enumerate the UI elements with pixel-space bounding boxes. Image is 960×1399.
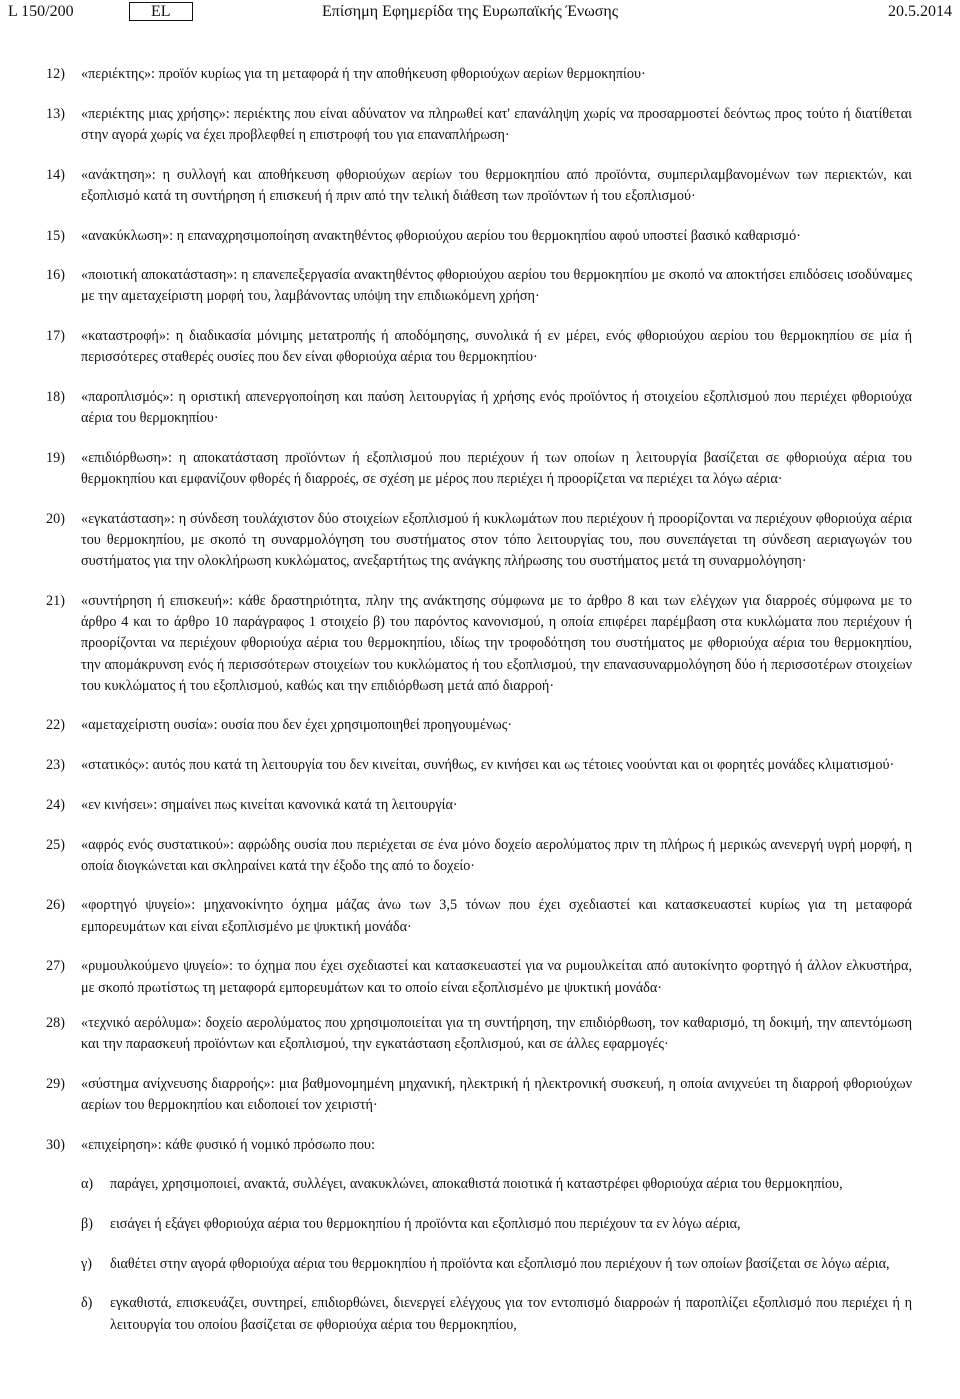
definition-item [0, 1013, 960, 1055]
language-badge: EL [129, 2, 193, 21]
item-number: 16) [46, 267, 65, 284]
item-text: «ποιοτική αποκατάσταση»: η επανεπεξεργασία ανακτηθέντος φθοριούχου αερίου του θερμοκηπίου με σκοπό να αποκτήσει επιδόσεις ισοδύναμες με την αμεταχείριστη μορφή του, λαμβάνοντας υπόψη την επιδιωκόμενη χρήση· [81, 267, 912, 305]
sub-item [0, 1254, 960, 1275]
page-header [0, 0, 960, 30]
definition-item [0, 591, 960, 697]
item-number: 17) [46, 328, 65, 345]
item-text: «ανακύκλωση»: η επαναχρησιμοποίηση ανακτηθέντος φθοριούχου αερίου του θερμοκηπίου αφού υποστεί βασικό καθαρισμό· [81, 227, 801, 244]
item-text: «συντήρηση ή επισκευή»: κάθε δραστηριότητα, πλην της ανάκτησης σύμφωνα με το άρθρο 8 και των ελέγχων για διαρροές σύμφωνα με το άρθρο 4 και το άρθρο 10 παράγραφος 1 στοιχείο β) του παρόντος κανονισμού, η οποία επιφέρει παρέμβαση στα κυκλώματα που περιέχουν ή προορίζονται να περιέχουν φθοριούχα αέρια του θερμοκηπίου, ιδίως την τροφοδότηση του συστήματος με φθοριούχα αέρια του θερμοκηπίου, την απομάκρυνση ενός ή περισσότερων στοιχείων του κυκλώματος ή του εξοπλισμού, την επανασυναρμολόγηση δύο ή περισσοτέρων στοιχείων του κυκλώματος ή του εξοπλισμού, καθώς και την επιδιόρθωση μετά από διαρροή· [81, 592, 912, 694]
item-text: «επιδιόρθωση»: η αποκατάσταση προϊόντων ή εξοπλισμού που περιέχουν ή των οποίων η λειτουργία βασίζεται σε φθοριούχα αέρια του θερμοκηπίου και εμφανίζουν φθορές ή διαρροές, σε σχέση με μέρος που περιέχει ή προορίζεται να περιέχει τα λόγω αέρια· [81, 449, 912, 488]
item-number: 21) [46, 592, 65, 609]
item-number: 14) [46, 166, 65, 183]
item-number: 20) [46, 510, 65, 527]
item-number: 13) [46, 105, 65, 122]
item-number: 15) [46, 227, 65, 244]
publication-date: 20.5.2014 [888, 3, 952, 20]
item-number: 28) [46, 1014, 65, 1031]
item-text: «ρυμουλκούμενο ψυγείο»: το όχημα που έχει σχεδιαστεί και κατασκευαστεί για να ρυμουλκείται από αυτοκίνητο φορτηγό ή άλλον ελκυστήρα, με σκοπό πρωτίστως τη μεταφορά εμπορευμάτων και το οποίο είναι εξοπλισμένο με ψυκτική μονάδα· [81, 958, 912, 996]
item-text: «σύστημα ανίχνευσης διαρροής»: μια βαθμονομημένη μηχανική, ηλεκτρική ή ηλεκτρονική συσκευή, η οποία ανιχνεύει τη διαρροή φθοριούχων αερίων του θερμοκηπίου και ειδοποιεί τον χειριστή· [81, 1075, 912, 1113]
journal-title: Επίσημη Εφημερίδα της Ευρωπαϊκής Ένωσης [322, 3, 619, 20]
item-text: «περιέκτης»: προϊόν κυρίως για τη μεταφορά ή την αποθήκευση φθοριούχων αερίων θερμοκηπίου· [81, 66, 646, 82]
definition-item [0, 64, 960, 85]
item-number: 23) [46, 757, 65, 774]
item-text: «παροπλισμός»: η οριστική απενεργοποίηση και παύση λειτουργίας ή χρήσης ενός προϊόντος ή στοιχείου εξοπλισμού που περιέχει φθοριούχα αέρια του θερμοκηπίου· [81, 389, 912, 427]
item-text: «αμεταχείριστη ουσία»: ουσία που δεν έχει χρησιμοποιηθεί προηγουμένως· [81, 717, 513, 734]
item-number: 22) [46, 717, 65, 734]
definition-item [0, 448, 960, 490]
item-text: «επιχείρηση»: κάθε φυσικό ή νομικό πρόσωπο που: [81, 1136, 375, 1153]
sub-item-text: διαθέτει στην αγορά φθοριούχα αέρια του θερμοκηπίου ή προϊόντα και εξοπλισμό που περιέχουν ή των οποίων βασίζεται σε λόγω αέρια, [110, 1255, 890, 1272]
sub-item-text: εισάγει ή εξάγει φθοριούχα αέρια του θερμοκηπίου ή προϊόντα και εξοπλισμό που περιέχουν τα εν λόγω αέρια, [110, 1216, 741, 1233]
definition-item [0, 895, 960, 937]
definition-item [0, 715, 960, 736]
item-text: «καταστροφή»: η διαδικασία μόνιμης μετατροπής ή αποδόμησης, συνολικά ή εν μέρει, ενός φθοριούχου αερίου του θερμοκηπίου σε μία ή περισσότερες σταθερές ουσίες που δεν είναι φθοριούχα αέρια του θερμοκηπίου· [81, 328, 912, 366]
sub-item-label: δ) [81, 1295, 93, 1312]
sub-item-label: γ) [81, 1255, 92, 1272]
item-number: 25) [46, 836, 65, 853]
sub-item-text: παράγει, χρησιμοποιεί, ανακτά, συλλέγει, ανακυκλώνει, αποκαθιστά ποιοτικά ή καταστρέφει φθοριούχα αέρια του θερμοκηπίου, [110, 1176, 843, 1193]
definition-item [0, 165, 960, 207]
definition-item [0, 104, 960, 146]
definition-item [0, 755, 960, 776]
page-number: L 150/200 [8, 3, 74, 20]
definition-item [0, 1074, 960, 1116]
sub-item-label: β) [81, 1216, 93, 1233]
item-text: «εγκατάσταση»: η σύνδεση τουλάχιστον δύο στοιχείων εξοπλισμού ή κυκλωμάτων που περιέχουν ή προορίζονται να περιέχουν φθοριούχα αέρια του θερμοκηπίου, με σκοπό τη συναρμολόγηση του συστήματος στον τόπο λειτουργίας του, που συνεπάγεται τη σύνδεση αεριαγωγών του συστήματος για την ολοκλήρωση κυκλώματος, ανεξαρτήτως της ανάγκης πλήρωσης του συστήματος μετά τη συναρμολόγηση· [81, 510, 912, 570]
item-number: 24) [46, 796, 65, 813]
sub-item-label: α) [81, 1176, 94, 1193]
definition-item [0, 387, 960, 429]
item-number: 29) [46, 1075, 65, 1092]
document-body [0, 64, 960, 1354]
item-text: «περιέκτης μιας χρήσης»: περιέκτης που είναι αδύνατον να πληρωθεί κατ' επανάληψη χωρίς να προσαρμοστεί δεόντως προς τούτο ή διατίθεται στην αγορά χωρίς να έχει προβλεφθεί η επιστροφή του για επαναπλήρωση· [81, 105, 912, 143]
item-number: 12) [46, 66, 65, 82]
definition-item [0, 265, 960, 307]
definition-item [0, 795, 960, 816]
item-number: 26) [46, 897, 65, 914]
sub-item [0, 1293, 960, 1335]
item-text: «αφρός ενός συστατικού»: αφρώδης ουσία που περιέχεται σε ένα μόνο δοχείο αερολύματος πριν τη πλήρως ή μερικώς ανενεργή υγρή μορφή, η οποία διογκώνεται και σκληραίνει κατά την έξοδο της από το δοχείο· [81, 836, 912, 874]
item-text: «φορτηγό ψυγείο»: μηχανοκίνητο όχημα μάζας άνω των 3,5 τόνων που έχει σχεδιαστεί και κατασκευαστεί κυρίως για τη μεταφορά εμπορευμάτων και είναι εξοπλισμένο με ψυκτική μονάδα· [81, 897, 912, 935]
sub-item [0, 1174, 960, 1195]
definition-item [0, 1135, 960, 1156]
item-text: «τεχνικό αερόλυμα»: δοχείο αερολύματος που χρησιμοποιείται για τη συντήρηση, την επιδιόρθωση, τον καθαρισμό, τη δοκιμή, την απεντόμωση και την παρασκευή προϊόντων και εξοπλισμού, την εγκατάσταση εξοπλισμού, και σε άλλες εφαρμογές· [81, 1014, 912, 1052]
definition-item [0, 835, 960, 877]
definition-item [0, 226, 960, 247]
sub-item [0, 1214, 960, 1235]
item-number: 27) [46, 958, 65, 975]
item-text: «εν κινήσει»: σημαίνει πως κινείται κανονικά κατά τη λειτουργία· [81, 796, 458, 813]
item-number: 18) [46, 389, 65, 406]
definition-item [0, 956, 960, 998]
item-number: 19) [46, 449, 65, 466]
definition-item [0, 326, 960, 368]
item-text: «ανάκτηση»: η συλλογή και αποθήκευση φθοριούχων αερίων του θερμοκηπίου από προϊόντα, συμπεριλαμβανομένων των περιεκτών, και εξοπλισμό κατά τη συντήρηση ή επισκευή ή πριν από την τελική διάθεση των προϊόντων ή του εξοπλισμού· [81, 166, 912, 204]
item-text: «στατικός»: αυτός που κατά τη λειτουργία του δεν κινείται, συνήθως, εν κινήσει και ως τέτοιες νοούνται και οι φορητές μονάδες κλιματισμού· [81, 757, 895, 774]
sub-item-text: εγκαθιστά, επισκευάζει, συντηρεί, επιδιορθώνει, διενεργεί ελέγχους για τον εντοπισμό διαρροών ή παροπλίζει εξοπλισμό που περιέχει ή η λειτουργία του οποίου βασίζεται σε φθοριούχα αέρια του θερμοκηπίου, [110, 1295, 912, 1333]
definition-item [0, 509, 960, 573]
item-number: 30) [46, 1136, 65, 1153]
